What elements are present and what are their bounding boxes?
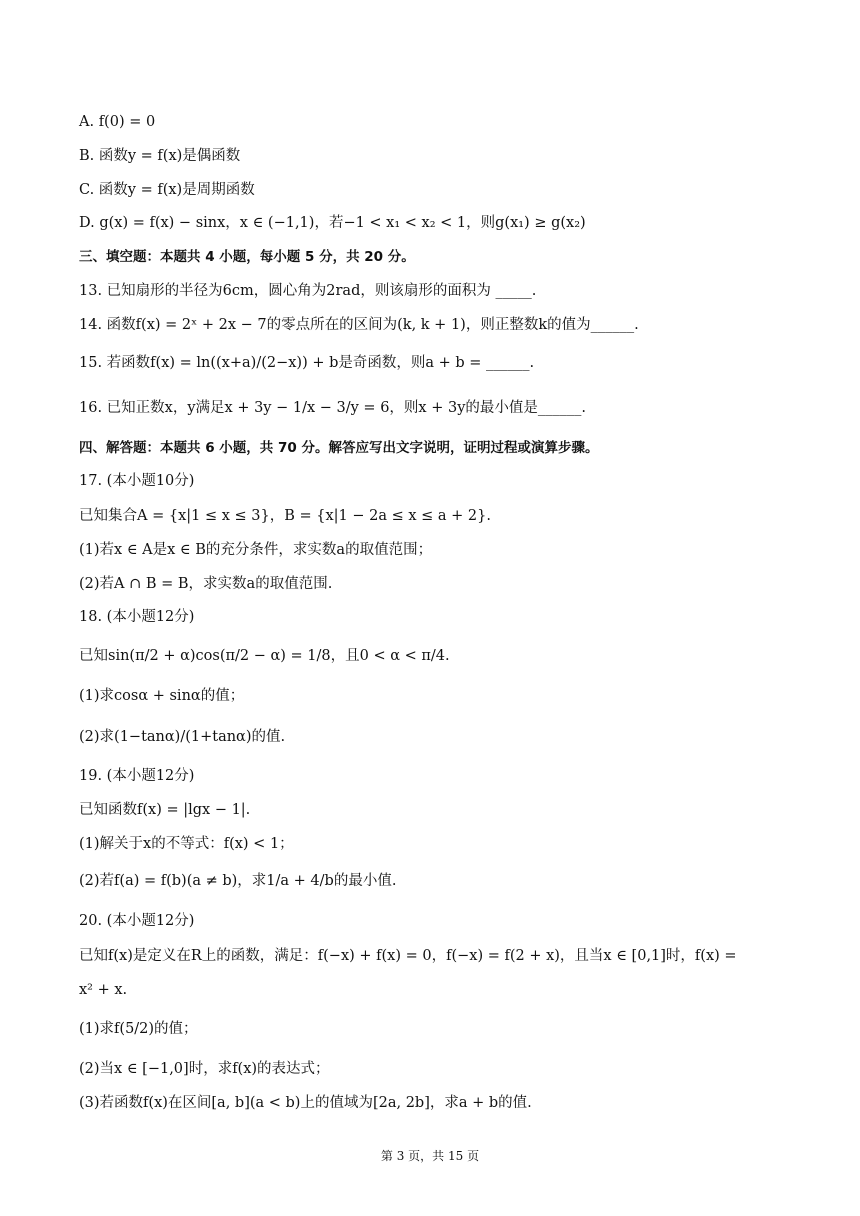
q20-stem-line1: 已知f(x)是定义在R上的函数，满足：f(−x) + f(x) = 0，f(−x) = f(2 + x)，且当x ∈ [0,1]时，f(x) = <box>79 948 737 964</box>
question-15: 15. 若函数f(x) = ln((x+a)/(2−x)) + b是奇函数，则a + b = ______. <box>79 355 535 371</box>
q20-stem-line2: x² + x. <box>79 982 128 998</box>
q19-part1: (1)解关于x的不等式：f(x) < 1； <box>79 836 294 852</box>
question-16: 16. 已知正数x，y满足x + 3y − 1/x − 3/y = 6，则x + 3y的最小值是______. <box>79 400 586 416</box>
q18-part1: (1)求cosα + sinα的值； <box>79 688 245 704</box>
q17-part1: (1)若x ∈ A是x ∈ B的充分条件，求实数a的取值范围； <box>79 542 433 558</box>
q18-stem: 已知sin(π/2 + α)cos(π/2 − α) = 1/8，且0 < α < π/4. <box>79 648 450 664</box>
option-a: A. f(0) = 0 <box>79 114 156 130</box>
q18-header: 18. (本小题12分) <box>79 609 195 625</box>
section-3-heading: 三、填空题：本题共 4 小题，每小题 5 分，共 20 分。 <box>79 249 415 265</box>
option-c: C. 函数y = f(x)是周期函数 <box>79 182 255 198</box>
q18-part2: (2)求(1−tanα)/(1+tanα)的值. <box>79 729 286 745</box>
option-b: B. 函数y = f(x)是偶函数 <box>79 148 241 164</box>
question-13: 13. 已知扇形的半径为6cm，圆心角为2rad，则该扇形的面积为 _____. <box>79 283 537 299</box>
q17-part2: (2)若A ∩ B = B，求实数a的取值范围. <box>79 576 333 592</box>
q19-header: 19. (本小题12分) <box>79 768 195 784</box>
q20-part1: (1)求f(5/2)的值； <box>79 1021 198 1037</box>
q20-header: 20. (本小题12分) <box>79 913 195 929</box>
section-4-heading: 四、解答题：本题共 6 小题，共 70 分。解答应写出文字说明，证明过程或演算步骤。 <box>79 440 599 456</box>
q19-stem: 已知函数f(x) = |lgx − 1|. <box>79 802 251 818</box>
q17-stem: 已知集合A = {x|1 ≤ x ≤ 3}，B = {x|1 − 2a ≤ x ≤ a + 2}. <box>79 508 491 524</box>
q20-part3: (3)若函数f(x)在区间[a, b](a < b)上的值域为[2a, 2b]，求a + b的值. <box>79 1095 532 1111</box>
option-d: D. g(x) = f(x) − sinx，x ∈ (−1,1)，若−1 < x₁ < x₂ < 1，则g(x₁) ≥ g(x₂) <box>79 215 586 231</box>
q19-part2: (2)若f(a) = f(b)(a ≠ b)，求1/a + 4/b的最小值. <box>79 873 397 889</box>
question-14: 14. 函数f(x) = 2ˣ + 2x − 7的零点所在的区间为(k, k + 1)，则正整数k的值为______. <box>79 317 639 333</box>
page-footer: 第 3 页，共 15 页 <box>380 1149 480 1163</box>
q17-header: 17. (本小题10分) <box>79 473 195 489</box>
q20-part2: (2)当x ∈ [−1,0]时，求f(x)的表达式； <box>79 1061 330 1077</box>
